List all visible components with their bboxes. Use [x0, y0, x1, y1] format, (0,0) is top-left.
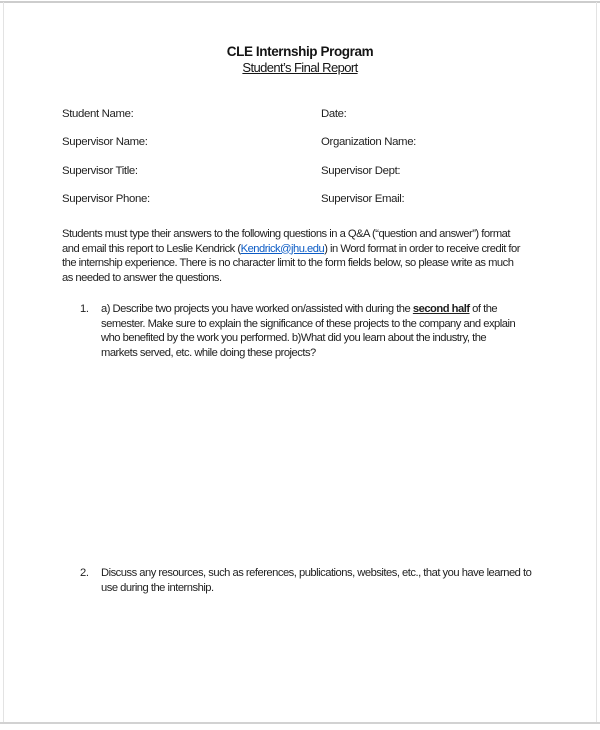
question-2-line-2: use during the internship.: [101, 581, 214, 594]
question-1-number: 1.: [80, 303, 89, 315]
question-1: [80, 302, 515, 360]
question-2-text: [101, 566, 531, 595]
info-form: [62, 107, 570, 220]
question-1-line-2: semester. Make sure to explain the significance of these projects to the company and explain: [101, 317, 516, 330]
question-1-text: [101, 302, 515, 360]
instructions-line-2-pre: and email this report to Leslie Kendrick (: [62, 242, 241, 255]
date-label: Date:: [321, 108, 347, 120]
question-1-line-4: markets served, etc. while doing these projects?: [101, 346, 316, 359]
question-1-line-1-post: of the: [469, 303, 498, 315]
supervisor-name-label: Supervisor Name:: [62, 136, 148, 149]
email-link[interactable]: Kendrick@jhu.edu: [240, 242, 325, 255]
document-subtitle: Student’s Final Report: [242, 60, 358, 75]
page-right-edge: [596, 2, 597, 722]
organization-name-label: Organization Name:: [321, 136, 416, 149]
supervisor-phone-label: Supervisor Phone:: [62, 192, 150, 205]
instructions-paragraph: [62, 227, 520, 285]
instructions-line-1: Students must type their answers to the following questions in a Q&A (“question and answer”) format: [62, 228, 510, 240]
form-row: [62, 107, 570, 135]
supervisor-dept-label: Supervisor Dept:: [321, 164, 401, 177]
instructions-line-2-post: ) in Word format in order to receive credit for: [324, 242, 520, 255]
student-name-label: Student Name:: [62, 108, 134, 120]
form-row: [62, 164, 570, 192]
document-title: CLE Internship Program: [226, 44, 374, 59]
instructions-line-3: the internship experience. There is no character limit to the form fields below, so please write as much: [62, 257, 514, 269]
question-1-line-1-pre: a) Describe two projects you have worked on/assisted with during the: [101, 303, 413, 315]
page-top-edge: [0, 1, 600, 3]
question-1-line-1: [101, 302, 515, 317]
form-row: [62, 192, 570, 220]
page-left-edge: [3, 2, 4, 722]
question-2: [80, 566, 531, 595]
page-bottom-edge: [0, 722, 600, 724]
question-2-line-1: Discuss any resources, such as references, publications, websites, etc., that you have learned to: [101, 567, 532, 579]
second-half-emphasis: second half: [412, 303, 470, 315]
instructions-line-4: as needed to answer the questions.: [62, 271, 222, 284]
supervisor-email-label: Supervisor Email:: [321, 192, 405, 205]
form-row: [62, 135, 570, 163]
supervisor-title-label: Supervisor Title:: [62, 164, 138, 177]
question-2-number: 2.: [80, 567, 89, 579]
question-1-line-3: who benefited by the work you performed. b)What did you learn about the industry, the: [101, 332, 487, 344]
document-header: [0, 44, 600, 75]
instructions-line-2: [62, 242, 520, 257]
